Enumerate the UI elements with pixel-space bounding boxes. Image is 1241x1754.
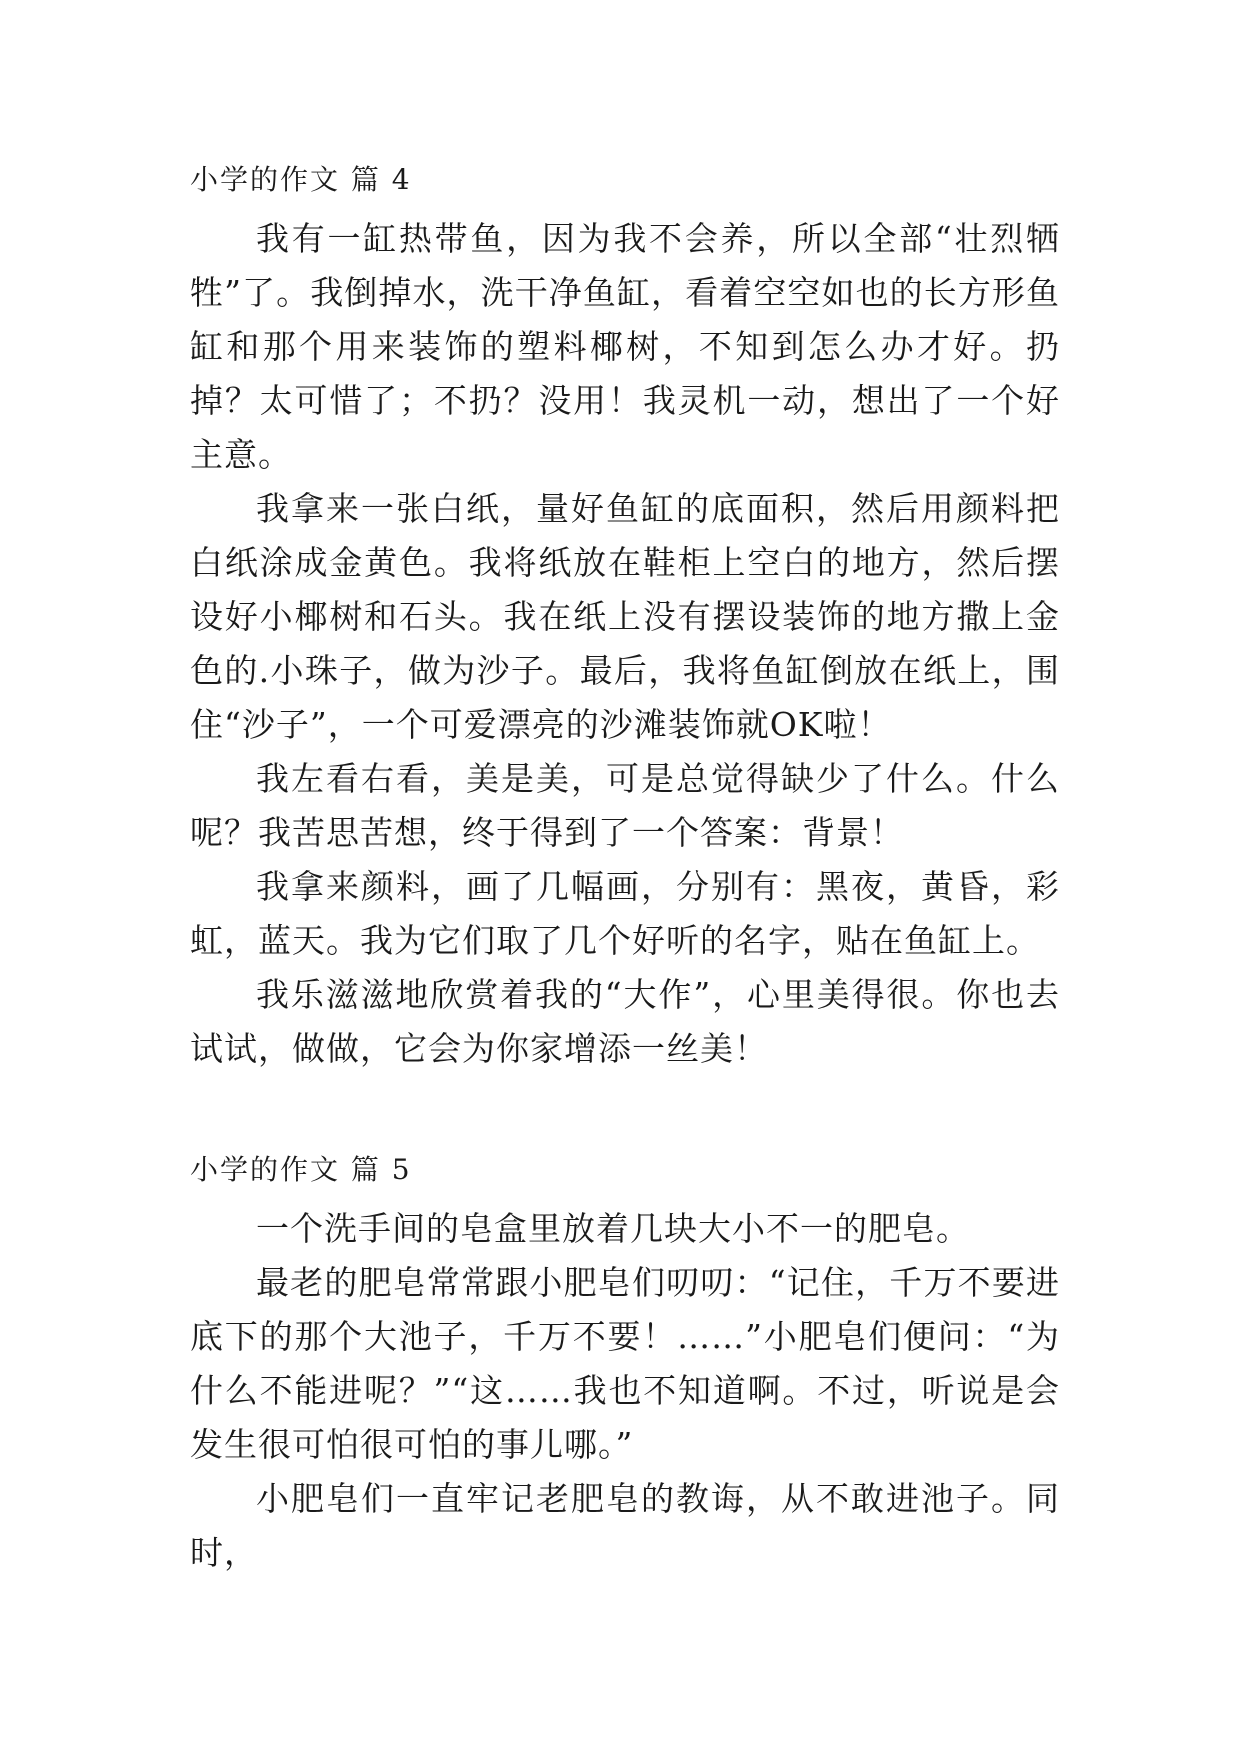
paragraph: 我有一缸热带鱼，因为我不会养，所以全部“壮烈牺牲”了。我倒掉水，洗干净鱼缸，看着空空如也的长方形鱼缸和那个用来装饰的塑料椰树，不知到怎么办才好。扔掉？太可惜了；不扔？没用！我灵机一动，想出了一个好主意。 bbox=[190, 219, 1060, 474]
essay-section-4 bbox=[190, 160, 1060, 1076]
paragraph: 最老的肥皂常常跟小肥皂们叨叨：“记住，千万不要进底下的那个大池子，千万不要！……”小肥皂们便问：“为什么不能进呢？”“这……我也不知道啊。不过，听说是会发生很可怕很可怕的事儿哪。” bbox=[190, 1263, 1060, 1464]
paragraph: 我左看右看，美是美，可是总觉得缺少了什么。什么呢？我苦思苦想，终于得到了一个答案：背景！ bbox=[190, 759, 1060, 852]
paragraph: 我拿来一张白纸，量好鱼缸的底面积，然后用颜料把白纸涂成金黄色。我将纸放在鞋柜上空白的地方，然后摆设好小椰树和石头。我在纸上没有摆设装饰的地方撒上金色的.小珠子，做为沙子。最后，我将鱼缸倒放在纸上，围住“沙子”，一个可爱漂亮的沙滩装饰就OK啦！ bbox=[190, 489, 1060, 744]
paragraph: 一个洗手间的皂盒里放着几块大小不一的肥皂。 bbox=[256, 1209, 970, 1248]
paragraph: 小肥皂们一直牢记老肥皂的教诲，从不敢进池子。同时， bbox=[190, 1479, 1060, 1572]
paragraph: 我拿来颜料，画了几幅画，分别有：黑夜，黄昏，彩虹，蓝天。我为它们取了几个好听的名字，贴在鱼缸上。 bbox=[190, 867, 1060, 960]
section-heading: 小学的作文 篇 5 bbox=[190, 1153, 412, 1186]
essay-section-5 bbox=[190, 1150, 1060, 1580]
paragraph: 我乐滋滋地欣赏着我的“大作”，心里美得很。你也去试试，做做，它会为你家增添一丝美！ bbox=[190, 975, 1060, 1068]
section-heading: 小学的作文 篇 4 bbox=[190, 163, 412, 196]
